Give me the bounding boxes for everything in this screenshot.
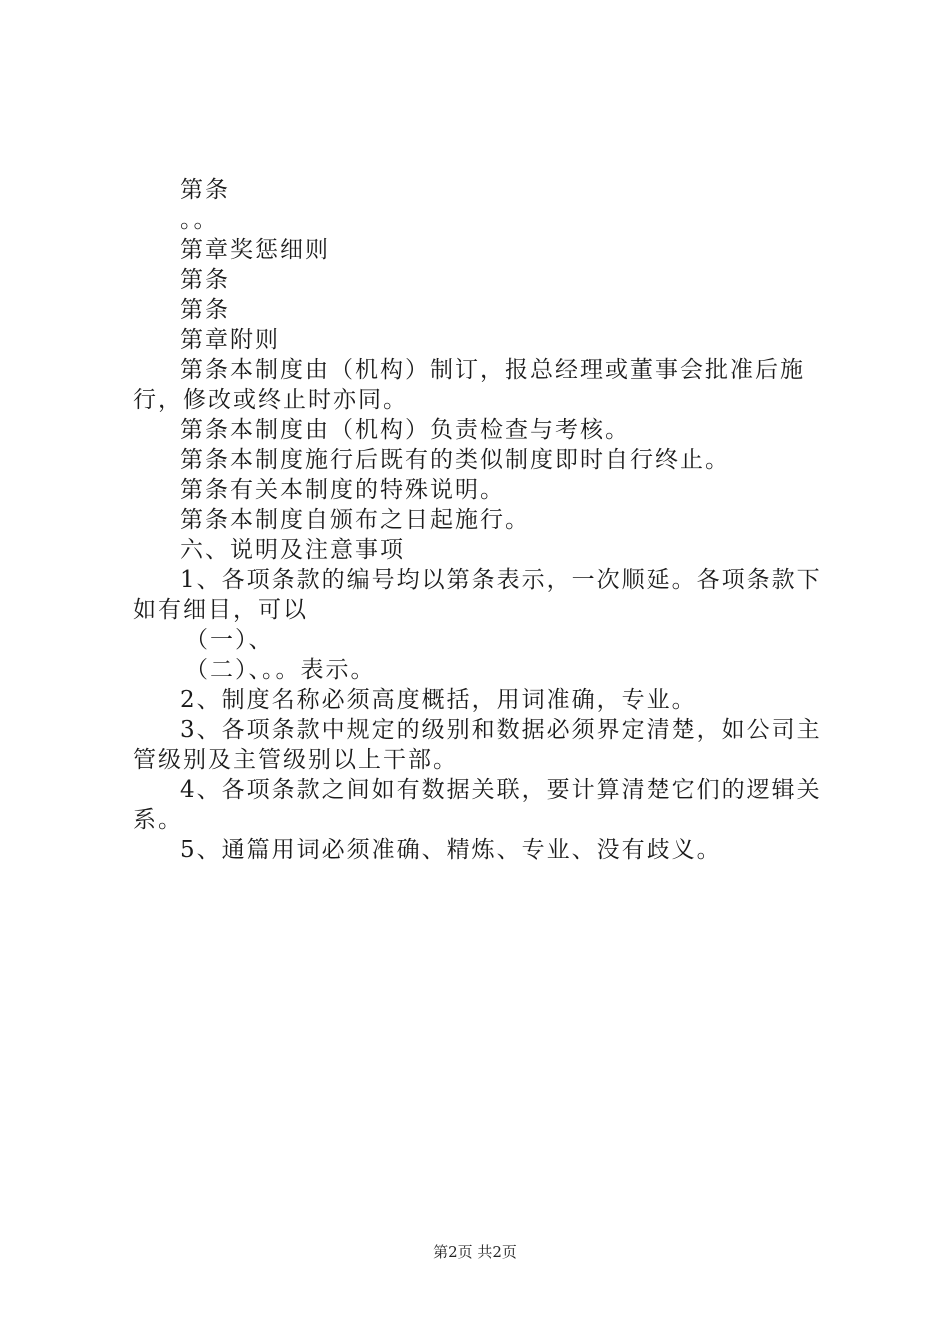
article-line: 第条本制度由（机构）制订，报总经理或董事会批准后施: [180, 357, 805, 383]
chapter-heading: 第章奖惩细则: [180, 237, 330, 263]
note-item: 1、各项条款的编号均以第条表示，一次顺延。各项条款下: [180, 567, 822, 593]
note-item-continued: 如有细目，可以: [133, 597, 308, 623]
text-line: 第条: [180, 177, 230, 203]
article-line: 第条有关本制度的特殊说明。: [180, 477, 505, 503]
page-number: 第2页 共2页: [433, 1243, 517, 1261]
page-footer: [0, 1242, 950, 1262]
text-line: 第条: [180, 267, 230, 293]
note-item: 3、各项条款中规定的级别和数据必须界定清楚，如公司主: [180, 717, 822, 743]
note-item-continued: 系。: [133, 807, 183, 833]
note-item: 4、各项条款之间如有数据关联，要计算清楚它们的逻辑关: [180, 777, 822, 803]
section-heading: 六、说明及注意事项: [180, 537, 405, 563]
note-item-continued: 管级别及主管级别以上干部。: [133, 747, 458, 773]
text-line: 。。: [180, 207, 219, 233]
text-line: 第条: [180, 297, 230, 323]
article-line: 第条本制度施行后既有的类似制度即时自行终止。: [180, 447, 730, 473]
note-item: 2、制度名称必须高度概括，用词准确，专业。: [180, 687, 697, 713]
article-line-continued: 行，修改或终止时亦同。: [133, 387, 408, 413]
note-item: 5、通篇用词必须准确、精炼、专业、没有歧义。: [180, 837, 722, 863]
sub-item: （二）、。。表示。: [185, 657, 376, 683]
chapter-heading: 第章附则: [180, 327, 280, 353]
sub-item: （一）、: [185, 627, 274, 653]
article-line: 第条本制度由（机构）负责检查与考核。: [180, 417, 630, 443]
article-line: 第条本制度自颁布之日起施行。: [180, 507, 530, 533]
document-body: [133, 175, 833, 865]
